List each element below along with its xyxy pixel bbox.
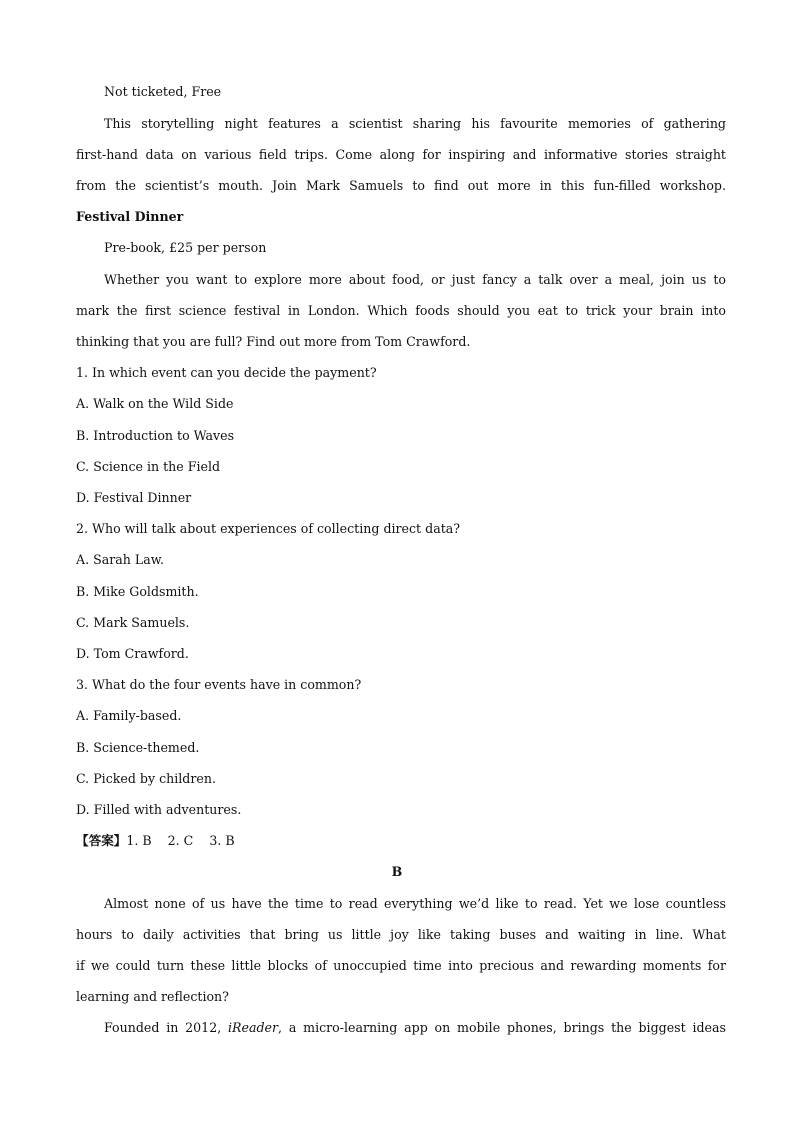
question-text: 3. What do the four events have in common?	[76, 677, 362, 692]
answer-key	[76, 833, 726, 849]
answer-option: B. Introduction to Waves	[76, 428, 235, 443]
answer-option: C. Mark Samuels.	[76, 615, 190, 630]
answer-option: A. Family-based.	[76, 708, 182, 723]
answer-key-label: 【答案】	[76, 833, 127, 848]
event-ticket-info: Not ticketed, Free	[104, 84, 222, 99]
answer-option: C. Picked by children.	[76, 771, 216, 786]
app-name: iReader	[228, 1020, 279, 1035]
passage-line: learning and reflection?	[76, 989, 229, 1004]
passage-line	[104, 1020, 726, 1036]
event-description-line: first-hand data on various field trips. Come along for inspiring and informative stories straight	[76, 147, 726, 162]
answer-option: B. Science-themed.	[76, 740, 200, 755]
event-title: Festival Dinner	[76, 209, 184, 224]
answer-option: D. Tom Crawford.	[76, 646, 189, 661]
question-text: 2. Who will talk about experiences of collecting direct data?	[76, 521, 461, 536]
passage-text: Founded in 2012,	[104, 1020, 229, 1035]
section-heading: B	[391, 864, 403, 879]
event-description-line: mark the first science festival in London. Which foods should you eat to trick your brain into	[76, 303, 726, 318]
passage-line: Almost none of us have the time to read everything we’d like to read. Yet we lose countless	[104, 896, 726, 911]
answer-option: A. Sarah Law.	[76, 552, 165, 567]
event-ticket-info: Pre-book, £25 per person	[104, 240, 267, 255]
answer-option: A. Walk on the Wild Side	[76, 396, 234, 411]
passage-text: , a micro-learning app on mobile phones, brings the biggest ideas	[278, 1020, 726, 1035]
answer-option: C. Science in the Field	[76, 459, 221, 474]
event-description-line: thinking that you are full? Find out more from Tom Crawford.	[76, 334, 471, 349]
passage-line: hours to daily activities that bring us little joy like taking buses and waiting in line. What	[76, 927, 726, 942]
event-description-line: Whether you want to explore more about food, or just fancy a talk over a meal, join us to	[104, 272, 726, 287]
question-text: 1. In which event can you decide the payment?	[76, 365, 377, 380]
answer-key-text: 1. B 2. C 3. B	[126, 833, 235, 848]
answer-option: D. Festival Dinner	[76, 490, 192, 505]
passage-line: if we could turn these little blocks of unoccupied time into precious and rewarding moments for	[76, 958, 726, 973]
event-description-line: This storytelling night features a scientist sharing his favourite memories of gathering	[104, 116, 726, 131]
answer-option: D. Filled with adventures.	[76, 802, 242, 817]
answer-option: B. Mike Goldsmith.	[76, 584, 199, 599]
event-description-line: from the scientist’s mouth. Join Mark Samuels to find out more in this fun-filled workshop.	[76, 178, 726, 193]
